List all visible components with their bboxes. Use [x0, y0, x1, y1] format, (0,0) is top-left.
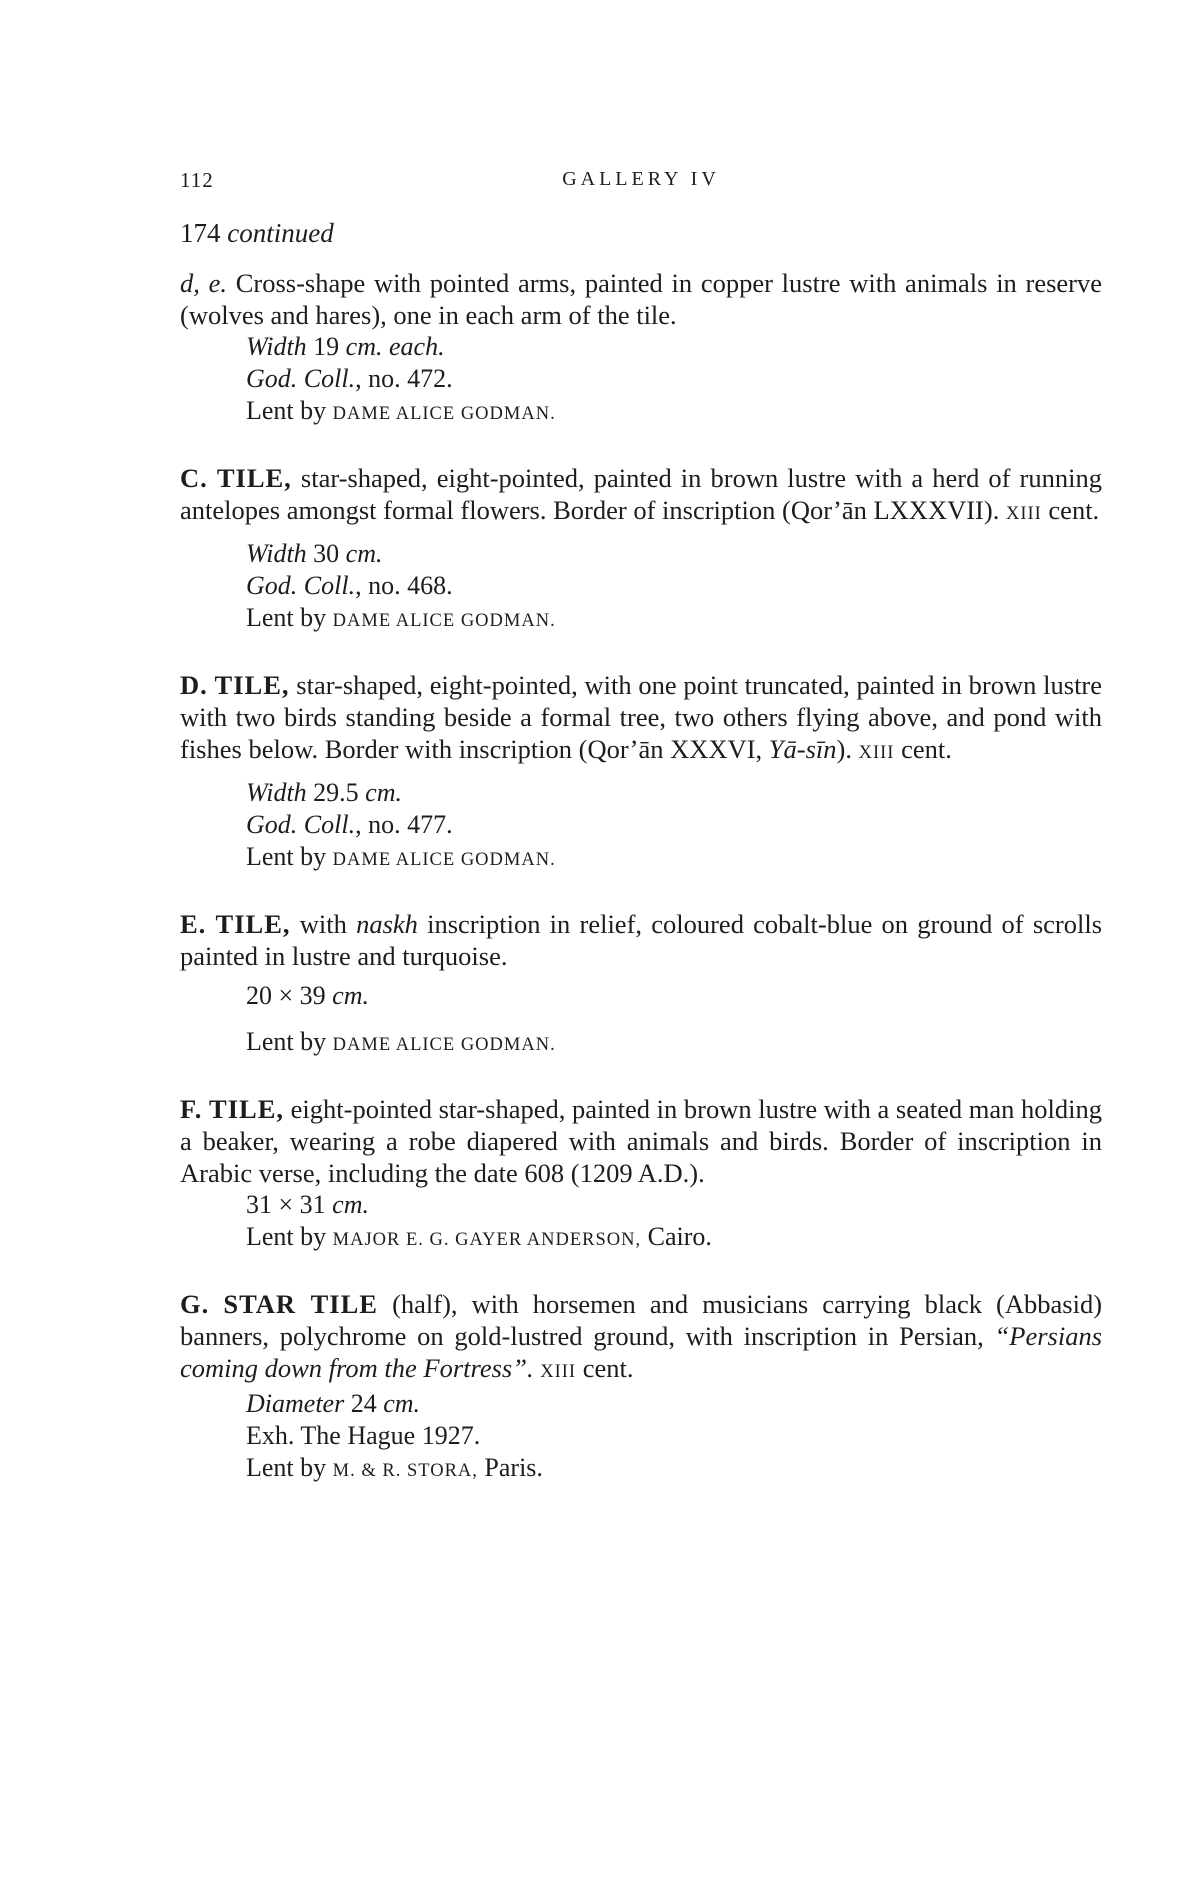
entry-title: TILE, [214, 670, 290, 700]
width-unit: cm. [365, 778, 402, 807]
entry-d [180, 669, 1102, 876]
width-line [246, 777, 1102, 809]
entry-title: STAR TILE [223, 1289, 378, 1319]
lender-name: DAME ALICE GODMAN. [332, 611, 556, 631]
diameter-value: 24 [350, 1389, 377, 1418]
diameter-unit: cm. [383, 1389, 421, 1418]
lender-name: MAJOR E. G. GAYER ANDERSON, [332, 1230, 642, 1250]
collection-number: , no. 477. [355, 810, 453, 839]
lender-line [246, 602, 1102, 637]
entry-text-italic: naskh [356, 909, 418, 939]
entry-d-e [180, 267, 1102, 430]
entry-d-meta [180, 777, 1102, 876]
lender-line [246, 1026, 1102, 1061]
gallery-title: GALLERY IV [562, 168, 720, 190]
continuation-number: 174 [180, 218, 221, 248]
dimensions-unit: cm. [332, 981, 369, 1010]
century-suffix: cent. [901, 734, 952, 764]
lender-name: DAME ALICE GODMAN. [332, 404, 556, 424]
entry-text: star-shaped, eight-pointed, painted in brown lustre with a herd of running antelopes amongst formal flowers. Border of inscription (Qor’ān LXXXVII). [180, 463, 1102, 525]
century-suffix: cent. [1048, 495, 1100, 525]
lender-line [246, 1221, 1102, 1256]
lent-by: Lent by [246, 842, 327, 871]
entry-f [180, 1093, 1102, 1256]
collection-label: God. Coll. [246, 810, 356, 839]
entry-letter: C. [180, 463, 208, 493]
width-value: 19 [313, 332, 340, 361]
collection-number: , no. 472. [355, 364, 453, 393]
width-unit: cm. [345, 539, 383, 568]
lender-line [246, 1452, 1102, 1487]
entry-quote: “Persians coming down from the Fortress”. [180, 1321, 1103, 1383]
lender-line [246, 841, 1102, 876]
entry-e [180, 908, 1102, 1061]
entry-title: TILE, [209, 1094, 284, 1124]
entry-text: eight-pointed star-shaped, painted in brown lustre with a seated man holding a beaker, wearing a robe diapered with animals and birds. Border of inscription in Arabic verse, including the date 608 (1209 A.D.). [180, 1094, 1102, 1188]
entry-text: Cross-shape with pointed arms, painted in copper lustre with animals in reserve (wolves and hares), one in each arm of the tile. [180, 268, 1103, 330]
entry-letter: E. [180, 909, 207, 939]
lender-line [246, 395, 1102, 430]
width-label: Width [246, 332, 307, 361]
exhibition-line: Exh. The Hague 1927. [246, 1421, 481, 1450]
entry-title: TILE, [216, 463, 292, 493]
century: XIII [858, 743, 895, 763]
entry-letter: F. [180, 1094, 203, 1124]
entry-title: TILE, [215, 909, 291, 939]
page [180, 168, 1102, 1487]
dimensions-line [246, 1189, 1102, 1221]
entry-g-meta [180, 1388, 1102, 1487]
lent-by: Lent by [246, 1027, 327, 1056]
entry-text: (half), with horsemen and musicians carrying black (Abbasid) banners, polychrome on gold-lustred ground, with inscription in Persian, [180, 1289, 1103, 1351]
collection-line [246, 570, 1102, 602]
entry-e-meta [180, 980, 1102, 1061]
entry-letter: G. [180, 1289, 210, 1319]
entry-e-description [180, 908, 1102, 972]
width-value: 29.5 [313, 778, 359, 807]
width-line [246, 538, 1102, 570]
diameter-label: Diameter [246, 1389, 345, 1418]
century-suffix: cent. [582, 1353, 634, 1383]
width-value: 30 [313, 539, 340, 568]
width-label: Width [246, 778, 307, 807]
running-head [180, 168, 1102, 204]
entry-c [180, 462, 1102, 637]
diameter-line [246, 1388, 1102, 1420]
lent-by: Lent by [246, 1222, 327, 1251]
lender-name: DAME ALICE GODMAN. [332, 1035, 556, 1055]
dimensions-unit: cm. [332, 1190, 369, 1219]
continuation-heading [180, 218, 1102, 249]
collection-label: God. Coll. [246, 364, 356, 393]
lender-place: Paris. [484, 1453, 543, 1482]
width-line [246, 331, 1102, 363]
entry-d-description [180, 669, 1102, 769]
collection-line [246, 363, 1102, 395]
dimensions-line [246, 980, 1102, 1012]
entry-text-italic: Yā-sīn [768, 734, 837, 764]
entry-text: star-shaped, eight-pointed, with one point truncated, painted in brown lustre with two birds standing beside a formal tree, two others flying above, and pond with fishes below. Border with inscription (Qor’ān XXXVI, [180, 670, 1103, 764]
collection-label: God. Coll. [246, 571, 356, 600]
lent-by: Lent by [246, 603, 327, 632]
collection-number: , no. 468. [355, 571, 453, 600]
lender-name: DAME ALICE GODMAN. [332, 850, 556, 870]
entry-f-meta [180, 1189, 1102, 1256]
entry-g [180, 1288, 1102, 1487]
entry-letter: D. [180, 670, 208, 700]
entry-c-description [180, 462, 1102, 530]
century: XIII [540, 1362, 577, 1382]
lent-by: Lent by [246, 1453, 327, 1482]
lent-by: Lent by [246, 396, 327, 425]
page-number: 112 [180, 168, 214, 192]
continuation-label: continued [227, 218, 334, 248]
collection-line [246, 809, 1102, 841]
entry-g-description [180, 1288, 1102, 1388]
entry-d-e-meta [180, 331, 1102, 430]
dimensions: 20 × 39 [246, 981, 326, 1010]
width-label: Width [246, 539, 307, 568]
entry-text-start: with [299, 909, 347, 939]
entry-f-description [180, 1093, 1102, 1189]
width-unit: cm. each. [345, 332, 445, 361]
century: XIII [1005, 504, 1042, 524]
entry-c-meta [180, 538, 1102, 637]
lender-place: Cairo. [647, 1222, 712, 1251]
entry-d-e-description [180, 267, 1102, 331]
lender-name: M. & R. STORA, [332, 1461, 478, 1481]
entry-text-end: ). [836, 734, 852, 764]
dimensions: 31 × 31 [246, 1190, 326, 1219]
entry-label: d, e. [180, 268, 227, 298]
entry-text: inscription in relief, coloured cobalt-blue on ground of scrolls painted in lustre and turquoise. [180, 909, 1103, 971]
